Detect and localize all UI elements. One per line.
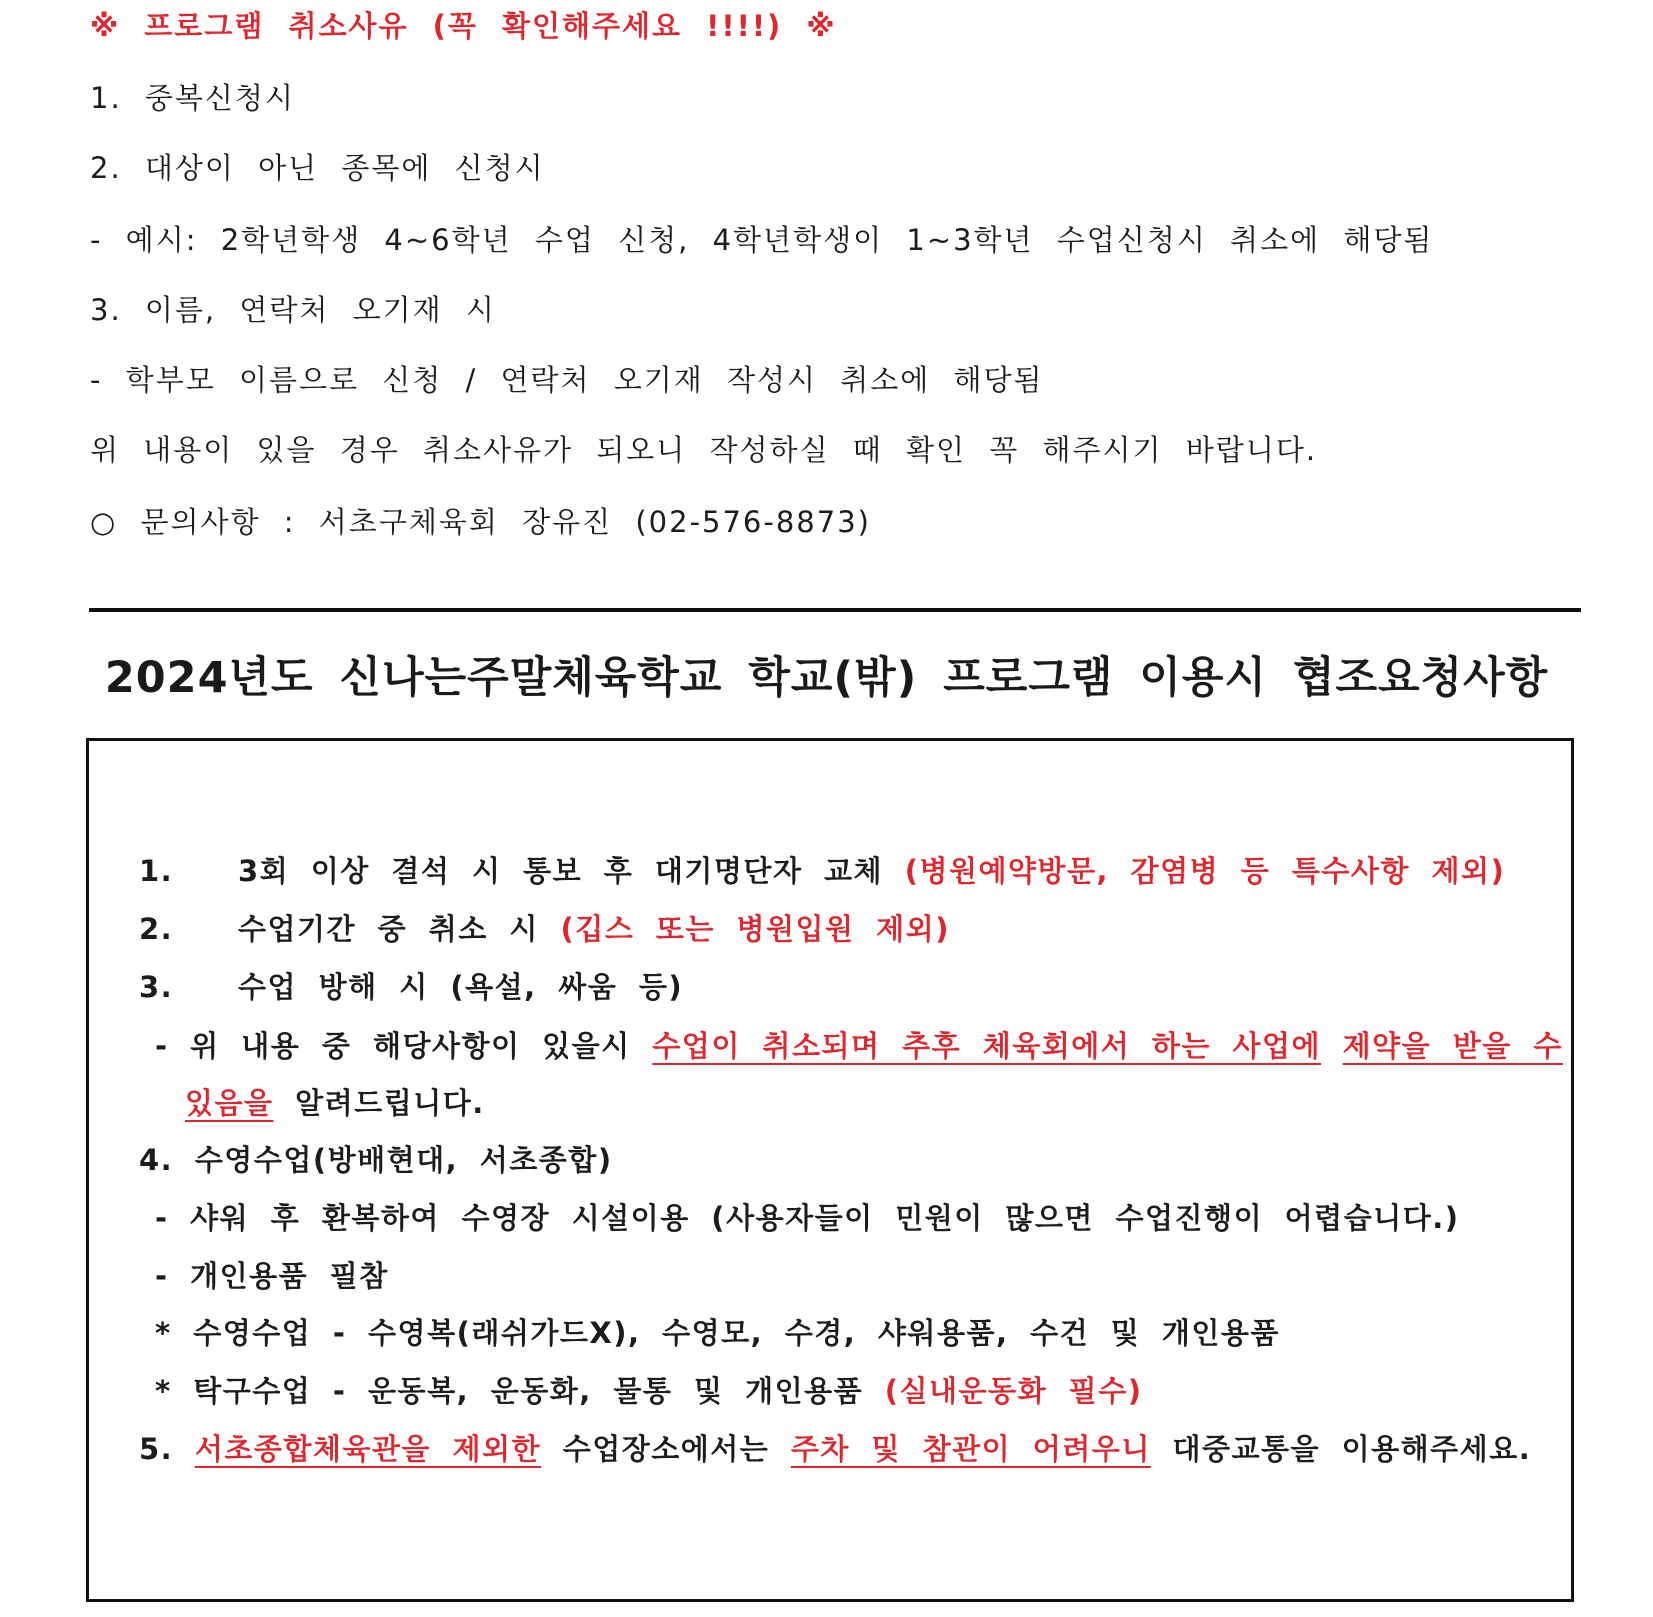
page-title: 2024년도 신나는주말체육학교 학교(밖) 프로그램 이용시 협조요청사항 (104, 653, 1549, 703)
request-4: 4. 수영수업(방배현대, 서초종합) (139, 1143, 613, 1177)
notice-contact: ○ 문의사항 : 서초구체육회 장유진 (02-576-8873) (90, 505, 871, 539)
request-2 (139, 907, 950, 948)
request-5-end: 대중교통을 이용해주세요. (1172, 1432, 1532, 1466)
notice-item-1: 1. 중복신청시 (90, 81, 295, 115)
notice-item-3: 3. 이름, 연락처 오기재 시 (90, 293, 496, 327)
request-5-mid: 수업장소에서는 (562, 1432, 770, 1466)
notice-heading: ※ 프로그램 취소사유 (꼭 확인해주세요 !!!!) ※ (90, 9, 837, 43)
request-4-tabletennis-note: (실내운동화 필수) (884, 1374, 1143, 1408)
request-2-number: 2. (139, 912, 174, 946)
request-3-detail-end: 알려드립니다. (295, 1086, 485, 1120)
request-3-detail-underline-2: 제약을 받을 수 (1342, 1029, 1563, 1063)
notice-item-3-detail: - 학부모 이름으로 신청 / 연락처 오기재 작성시 취소에 해당됨 (90, 363, 1044, 397)
request-1 (139, 849, 1505, 890)
request-4-tabletennis-text: * 탁구수업 - 운동복, 운동화, 물통 및 개인용품 (155, 1374, 864, 1408)
request-3 (139, 965, 683, 1006)
request-3-number: 3. (139, 970, 174, 1004)
request-2-note: (깁스 또는 병원입원 제외) (560, 912, 950, 946)
request-2-text: 수업기간 중 취소 시 (238, 912, 539, 946)
request-3-detail (155, 1024, 1563, 1065)
request-4-personal: - 개인용품 필참 (155, 1259, 389, 1293)
request-5-underline-2: 주차 및 참관이 어려우니 (790, 1432, 1151, 1466)
request-3-detail-underline-1: 수업이 취소되며 추후 체육회에서 하는 사업에 (652, 1029, 1322, 1063)
request-4-swim-items: * 수영수업 - 수영복(래쉬가드X), 수영모, 수경, 샤워용품, 수건 및 개인용품 (155, 1316, 1280, 1350)
request-3-text: 수업 방해 시 (욕설, 싸움 등) (238, 970, 684, 1004)
request-5-underline-1: 서초종합체육관을 제외한 (194, 1432, 542, 1466)
notice-item-2: 2. 대상이 아닌 종목에 신청시 (90, 151, 545, 185)
request-box (86, 738, 1574, 1602)
request-3-detail-lead: - 위 내용 중 해당사항이 있을시 (155, 1029, 631, 1063)
request-5-number: 5. (139, 1432, 174, 1466)
request-5 (139, 1427, 1531, 1468)
request-3-detail-underline-3: 있음을 (185, 1086, 274, 1120)
request-1-note: (병원예약방문, 감염병 등 특수사항 제외) (904, 854, 1506, 888)
request-1-text: 3회 이상 결석 시 통보 후 대기명단자 교체 (238, 854, 884, 888)
divider (89, 608, 1581, 612)
notice-closing: 위 내용이 있을 경우 취소사유가 되오니 작성하실 때 확인 꼭 해주시기 바랍니다. (90, 433, 1318, 467)
request-4-shower: - 샤워 후 환복하여 수영장 시설이용 (사용자들이 민원이 많으면 수업진행이 어렵습니다.) (155, 1201, 1460, 1235)
notice-item-2-example: - 예시: 2학년학생 4~6학년 수업 신청, 4학년학생이 1~3학년 수업신청시 취소에 해당됨 (90, 223, 1434, 257)
request-4-tabletennis (155, 1369, 1142, 1410)
request-3-detail-cont (185, 1081, 485, 1122)
request-1-number: 1. (139, 854, 174, 888)
